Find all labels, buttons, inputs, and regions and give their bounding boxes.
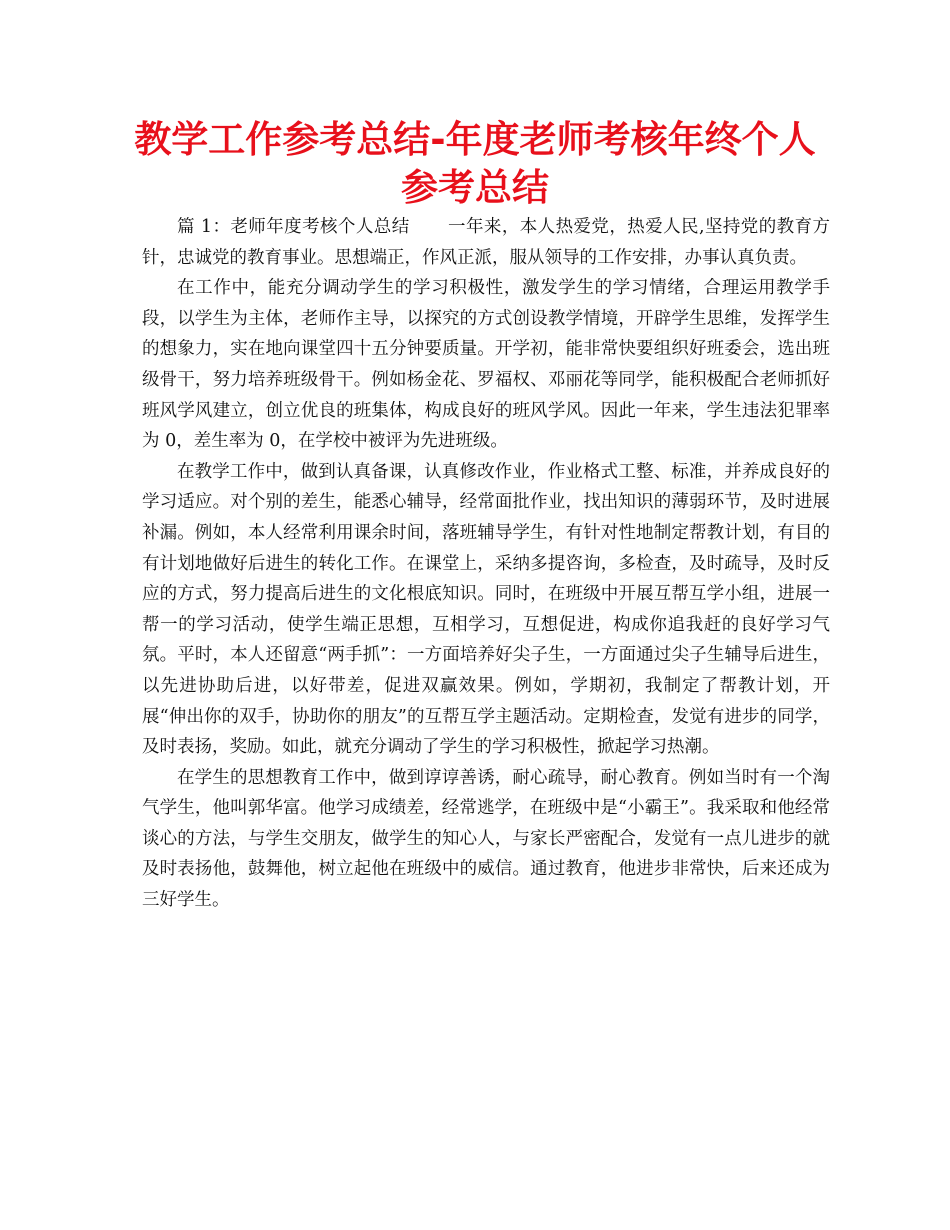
paragraph-1-text: 一年来，本人热爱党，热爱人民,坚持党的教育方针，忠诚党的教育事业。思想端正，作风正派，服从领导的工作安排，办事认真负责。 [142, 217, 830, 268]
paragraph-1 [142, 212, 830, 273]
paragraph-3: 在教学工作中，做到认真备课，认真修改作业，作业格式工整、标准，并养成良好的学习适应。对个别的差生，能悉心辅导，经常面批作业，找出知识的薄弱环节，及时进展补漏。例如，本人经常利用课余时间，落班辅导学生，有针对性地制定帮教计划，有目的有计划地做好后进生的转化工作。在课堂上，采纳多提咨询，多检查，及时疏导，及时反应的方式，努力提高后进生的文化根底知识。同时，在班级中开展互帮互学小组，进展一帮一的学习活动，使学生端正思想，互相学习，互想促进，构成你追我赶的良好学习气氛。平时，本人还留意“两手抓”：一方面培养好尖子生，一方面通过尖子生辅导后进生，以先进协助后进，以好带差，促进双赢效果。例如，学期初，我制定了帮教计划，开展“伸出你的双手，协助你的朋友”的互帮互学主题活动。定期检查，发觉有进步的同学，及时表扬，奖励。如此，就充分调动了学生的学习积极性，掀起学习热潮。 [142, 461, 830, 758]
paragraph-4: 在学生的思想教育工作中，做到谆谆善诱，耐心疏导，耐心教育。例如当时有一个淘气学生，他叫郭华富。他学习成绩差，经常逃学，在班级中是“小霸王”。我采取和他经常谈心的方法，与学生交朋友，做学生的知心人，与家长严密配合，发觉有一点儿进步的就及时表扬他，鼓舞他，树立起他在班级中的威信。通过教育，他进步非常快，后来还成为三好学生。 [142, 767, 830, 911]
intro-heading: 篇 1：老师年度考核个人总结 [177, 217, 410, 237]
document-title: 教学工作参考总结-年度老师考核年终个人参考总结 [134, 118, 816, 209]
paragraph-2: 在工作中，能充分调动学生的学习积极性，激发学生的学习情绪，合理运用教学手段，以学生为主体，老师作主导，以探究的方式创设教学情境，开辟学生思维，发挥学生的想象力，实在地向课堂四十五分钟要质量。开学初，能非常快要组织好班委会，选出班级骨干，努力培养班级骨干。例如杨金花、罗福权、邓丽花等同学，能积极配合老师抓好班风学风建立，创立优良的班集体，构成良好的班风学风。因此一年来，学生违法犯罪率为 0，差生率为 0，在学校中被评为先进班级。 [142, 278, 830, 452]
document-body [142, 212, 830, 916]
